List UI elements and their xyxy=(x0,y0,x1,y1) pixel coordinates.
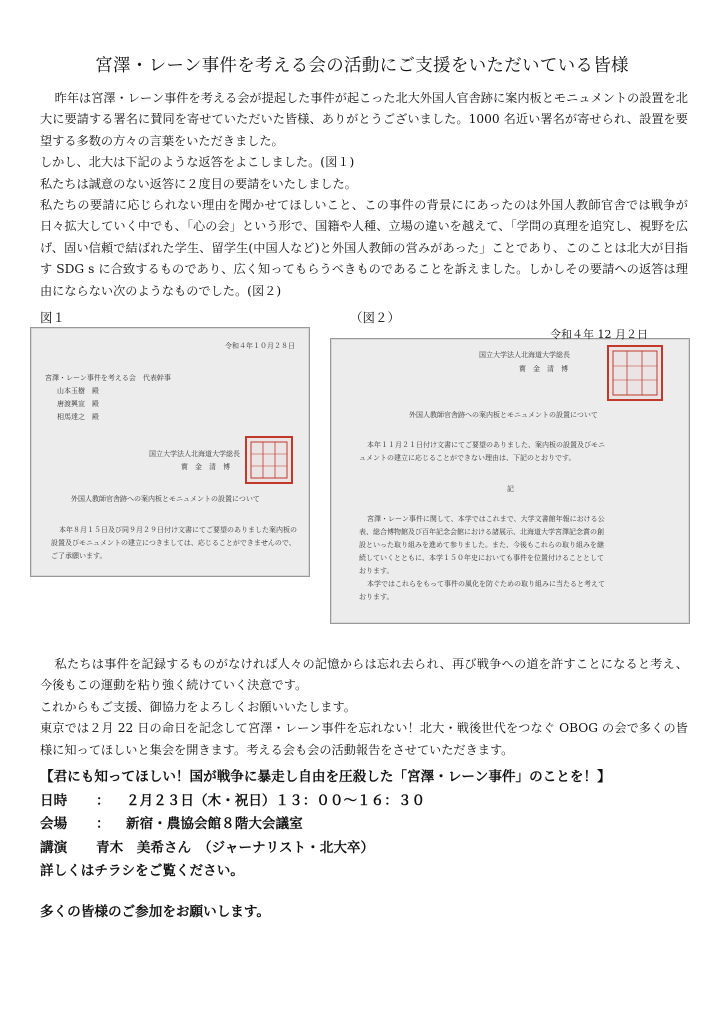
event-venue-label: 会場 xyxy=(40,816,68,832)
fig1-date: 令和４年１０月２８日 xyxy=(225,342,295,350)
event-speaker-value: 青木 美希さん （ジャーナリスト・北大卒） xyxy=(96,839,375,856)
fig2-reason-line: おります。 xyxy=(359,567,394,575)
event-date-value: ２月２３日（木・祝日）１３：００〜１６：３０ xyxy=(126,792,426,809)
event-venue-colon: ： xyxy=(96,816,110,832)
fig1-recipient-name: 唐渡興宣 殿 xyxy=(57,400,99,408)
figure-1-letter xyxy=(30,327,310,577)
fig2-president: 寳 金 清 博 xyxy=(519,365,568,373)
fig1-organization: 国立大学法人北海道大学総長 xyxy=(149,450,240,458)
fig1-recipient-name: 相馬達之 殿 xyxy=(57,413,99,421)
intro-paragraph-4: 私たちの要請に応じられない理由を聞かせてほしいこと、この事件の背景ににあったのは外国人教師官舎では戦争が日々拡大していく中でも、「心の会」という形で、国籍や人種、立場の違いを越えて、「学問の真理を追究し、視野を広げ、固い信頼で結ばれた学生、留学生(中国人など)と外国人教師の営みがあった」ことであり、このことは北大が目指す SDG s に合致するものであり、広く知ってもらうべきものであることを訴えました。しかしその要請への返答は理由にならない次のようなものでした。(図２) xyxy=(40,198,688,298)
figure-2-label: （図２） xyxy=(350,310,401,325)
fig2-organization: 国立大学法人北海道大学総長 xyxy=(479,351,570,359)
figure-2-letter xyxy=(330,338,690,624)
event-venue-value: 新宿・農協会館８階大会議室 xyxy=(126,816,303,832)
fig2-reason-line: 設といった取り組みを進めて参りました。また、今後もこれらの取り組みを継 xyxy=(359,541,604,549)
event-info xyxy=(40,766,700,884)
closing-paragraph-1: 私たちは事件を記録するものがなければ人々の記憶からは忘れ去られ、再び戦争への道を許すことになると考え、今後もこの運動を粘り強く続けていく決意です。 xyxy=(40,657,688,693)
closing-paragraph-2: これからもご支援、御協力をよろしくお願いいたします。 xyxy=(40,699,356,714)
fig2-body-line: 本年１１月２１日付け文書にてご要望のありました、案内板の設置及びモニ xyxy=(367,441,605,449)
fig2-reason-line: 本学ではこれらをもって事件の風化を防ぐための取り組みに当たると考えて xyxy=(367,580,605,588)
fig2-reason-line: 宮澤・レーン事件に関して、本学ではこれまで、大学文書館年報における公 xyxy=(367,515,605,523)
fig2-subject: 外国人教師官舎跡への案内板とモニュメントの設置について xyxy=(409,411,598,419)
fig1-subject: 外国人教師官舎跡への案内板とモニュメントの設置について xyxy=(71,495,260,503)
fig2-date: 令和４年 12 月２日 xyxy=(550,328,648,341)
intro-paragraph-1: 昨年は宮澤・レーン事件を考える会が提起した事件が起こった北大外国人官舎跡に案内板とモニュメントの設置を北大に要請する署名に賛同を寄せていただいた皆様、ありがとうございました。1000 名近い署名が寄せられ、設置を要望する多数の方々の言葉をいただきました。 xyxy=(40,91,688,148)
event-date-label: 日時 xyxy=(40,792,68,809)
fig2-reason-line: 表、総合博物館及び百年記念会館における諸展示、北海道大学宮澤記念賞の創 xyxy=(359,528,604,536)
event-date-row xyxy=(40,790,700,814)
fig1-seal-icon xyxy=(245,436,293,484)
event-headline: 【君にも知ってほしい！国が戦争に暴走し自由を圧殺した「宮澤・レーン事件」のことを！】 xyxy=(40,769,611,785)
event-speaker-label: 講演 xyxy=(40,839,68,856)
fig2-body-line: ュメントの建立に応じることができない理由は、下記のとおりです。 xyxy=(359,454,576,462)
fig1-body-line: ご了承願います。 xyxy=(51,552,107,560)
fig2-reason-line: 続していくとともに、本学１５０年史においても事件を位置付けることとして xyxy=(359,554,604,562)
fig2-ki: 記 xyxy=(507,485,514,493)
fig1-recipient-name: 山本玉樹 殿 xyxy=(57,387,99,395)
intro-paragraph-2: しかし、北大は下記のような返答をよこしました。(図１) xyxy=(40,155,355,170)
fig1-body-line: 設置及びモニュメントの建立につきましては、応じることができませんので、 xyxy=(51,539,296,547)
event-date-colon: ： xyxy=(96,792,110,809)
closing-paragraph-3: 東京では２月 22 日の命日を記念して宮澤・レーン事件を忘れない！北大・戦後世代をつなぐ OBOG の会で多くの皆様に知ってほしいと集会を開きます。考える会も会の活動報告をさせていただきます。 xyxy=(40,721,688,757)
intro-paragraph-3: 私たちは誠意のない返答に２度目の要請をいたしました。 xyxy=(40,176,357,191)
fig1-president: 寳 金 清 博 xyxy=(181,463,230,471)
fig1-recipient-line: 宮澤・レーン事件を考える会 代表幹事 xyxy=(45,374,171,382)
fig2-seal-icon xyxy=(607,345,663,401)
page-title: 宮澤・レーン事件を考える会の活動にご支援をいただいている皆様 xyxy=(95,56,629,76)
intro-text xyxy=(40,88,688,302)
figure-1-label: 図１ xyxy=(40,310,66,325)
final-request: 多くの皆様のご参加をお願いします。 xyxy=(40,904,271,920)
fig1-body-line: 本年８月１５日及び同９月２９日付け文書にてご要望のありました案内板の xyxy=(59,526,297,534)
event-details: 詳しくはチラシをご覧ください。 xyxy=(40,863,244,879)
fig2-reason-line: おります。 xyxy=(359,593,394,601)
closing-text xyxy=(40,654,688,761)
event-speaker-row xyxy=(40,837,700,861)
event-venue-row xyxy=(40,813,700,837)
